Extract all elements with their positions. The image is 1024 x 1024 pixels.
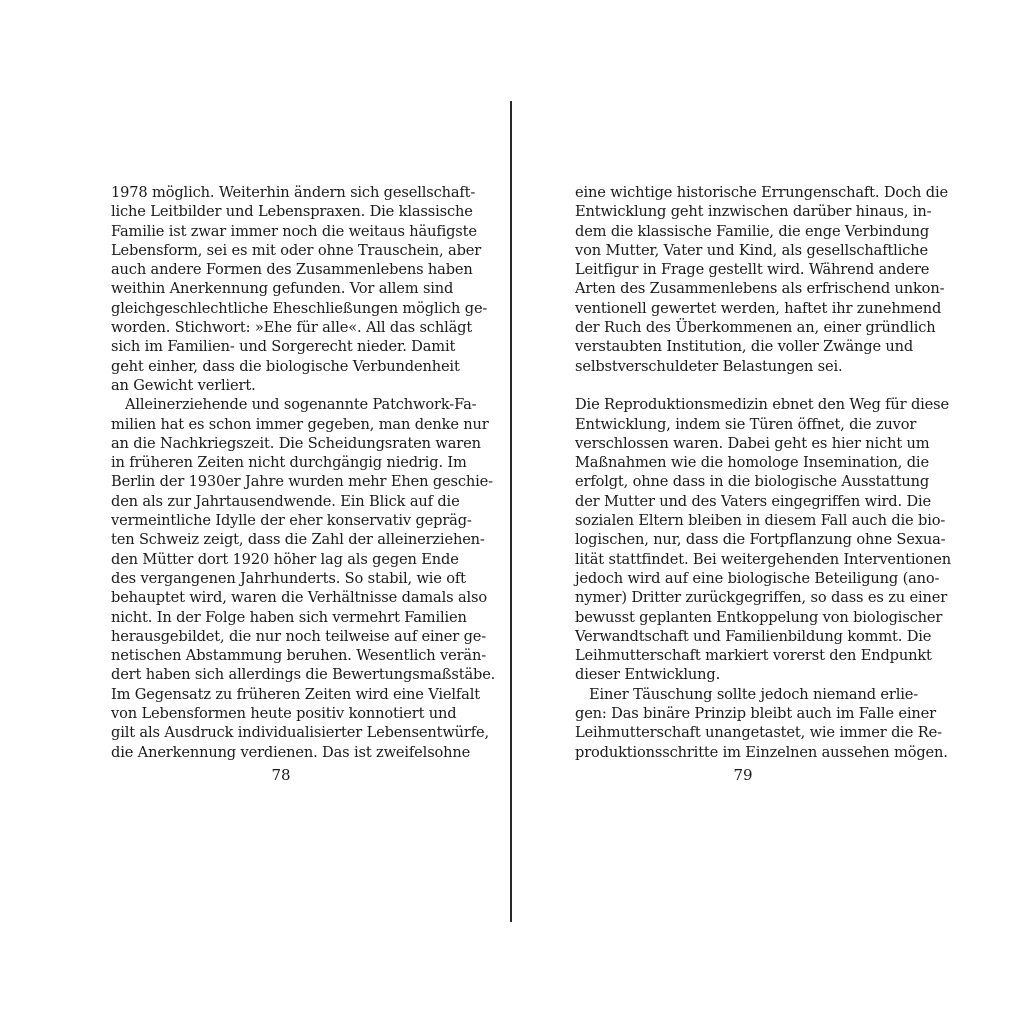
text-line: nymer) Dritter zurückgegriffen, so dass es zu einer [575,589,948,607]
text-line: Entwicklung geht inzwischen darüber hinaus, in- [575,203,932,221]
text-line: Berlin der 1930er Jahre wurden mehr Ehen geschie- [111,473,493,491]
text-line: Leihmutterschaft unangetastet, wie immer die Re- [575,724,942,742]
text-line: Entwicklung, indem sie Türen öffnet, die zuvor [575,415,917,433]
text-line: in früheren Zeiten nicht durchgängig niedrig. Im [111,454,467,472]
text-line: jedoch wird auf eine biologische Beteiligung (ano- [575,569,940,587]
text-line: den als zur Jahrtausendwende. Ein Blick auf die [111,492,460,510]
text-line: vermeintliche Idylle der eher konservativ gepräg- [111,512,472,530]
text-line: Maßnahmen wie die homologe Insemination, die [575,454,929,472]
text-line: der Ruch des Überkommenen an, einer gründlich [575,319,936,337]
text-line: verschlossen waren. Dabei geht es hier nicht um [575,434,930,452]
text-line: weithin Anerkennung gefunden. Vor allem sind [111,280,454,298]
text-line: erfolgt, ohne dass in die biologische Ausstattung [575,473,930,491]
text-line: Leitfigur in Frage gestellt wird. Während andere [575,261,930,279]
text-line: ten Schweiz zeigt, dass die Zahl der alleinerziehen- [111,531,485,549]
text-line: selbstverschuldeter Belastungen sei. [575,357,843,375]
text-line: den Mütter dort 1920 höher lag als gegen Ende [111,550,459,568]
text-line: liche Leitbilder und Lebenspraxen. Die klassische [111,203,473,221]
text-line: Familie ist zwar immer noch die weitaus häufigste [111,222,477,240]
text-line: dem die klassische Familie, die enge Verbindung [575,222,930,240]
text-line: worden. Stichwort: »Ehe für alle«. All das schlägt [111,319,473,337]
text-line: eine wichtige historische Errungenschaft. Doch die [575,184,948,201]
text-line: geht einher, dass die biologische Verbundenheit [111,357,460,375]
text-line: Im Gegensatz zu früheren Zeiten wird eine Vielfalt [111,685,480,703]
text-line: Arten des Zusammenlebens als erfrischend unkon- [575,280,945,298]
text-line: behauptet wird, waren die Verhältnisse damals also [111,589,487,607]
text-line: des vergangenen Jahrhunderts. So stabil, wie oft [111,569,466,587]
text-line: gleichgeschlechtliche Eheschließungen möglich ge- [111,299,488,317]
text-line: sich im Familien- und Sorgerecht nieder. Damit [111,338,456,356]
text-line: auch andere Formen des Zusammenlebens haben [111,261,473,279]
book-gutter-line [510,101,512,922]
text-line: von Lebensformen heute positiv konnotiert und [111,705,457,723]
text-line: produktionsschritte im Einzelnen aussehen mögen. [575,743,948,761]
text-line: Einer Täuschung sollte jedoch niemand erlie- [589,685,919,703]
left-page-number: 78 [271,766,291,784]
left-page-text [111,183,496,762]
text-line: Leihmutterschaft markiert vorerst den Endpunkt [575,647,932,665]
text-line: die Anerkennung verdienen. Das ist zweifelsohne [111,743,471,761]
text-line: Lebensform, sei es mit oder ohne Trauschein, aber [111,241,482,259]
text-line: logischen, nur, dass die Fortpflanzung ohne Sexua- [575,531,946,549]
text-line: dert haben sich allerdings die Bewertungsmaßstäbe. [111,666,496,684]
text-line: von Mutter, Vater und Kind, als gesellschaftliche [575,241,928,259]
text-line: netischen Abstammung beruhen. Wesentlich verän- [111,647,486,665]
text-line: der Mutter und des Vaters eingegriffen wird. Die [575,492,932,510]
text-line: Verwandtschaft und Familienbildung kommt. Die [575,627,932,645]
text-line: gilt als Ausdruck individualisierter Lebensentwürfe, [111,724,489,742]
text-line: gen: Das binäre Prinzip bleibt auch im Falle einer [575,705,936,723]
text-line: lität stattfindet. Bei weitergehenden Interventionen [575,550,952,568]
text-line: verstaubten Institution, die voller Zwänge und [575,338,914,356]
text-line: milien hat es schon immer gegeben, man denke nur [111,415,489,433]
text-line: ventionell gewertet werden, haftet ihr zunehmend [575,299,942,317]
right-page-number: 79 [733,766,753,784]
text-line: herausgebildet, die nur noch teilweise auf einer ge- [111,627,487,645]
right-page-text [575,183,952,762]
text-line: Die Reproduktionsmedizin ebnet den Weg für diese [575,396,949,414]
text-line: an Gewicht verliert. [111,376,256,394]
paragraph-gap [575,376,911,395]
text-line: 1978 möglich. Weiterhin ändern sich gesellschaft- [111,184,476,201]
text-line: nicht. In der Folge haben sich vermehrt Familien [111,608,467,626]
text-line: sozialen Eltern bleiben in diesem Fall auch die bio- [575,512,946,530]
text-line: an die Nachkriegszeit. Die Scheidungsraten waren [111,434,481,452]
text-line: dieser Entwicklung. [575,666,721,684]
text-line: Alleinerziehende und sogenannte Patchwork-Fa- [125,396,477,414]
text-line: bewusst geplanten Entkoppelung von biologischer [575,608,943,626]
